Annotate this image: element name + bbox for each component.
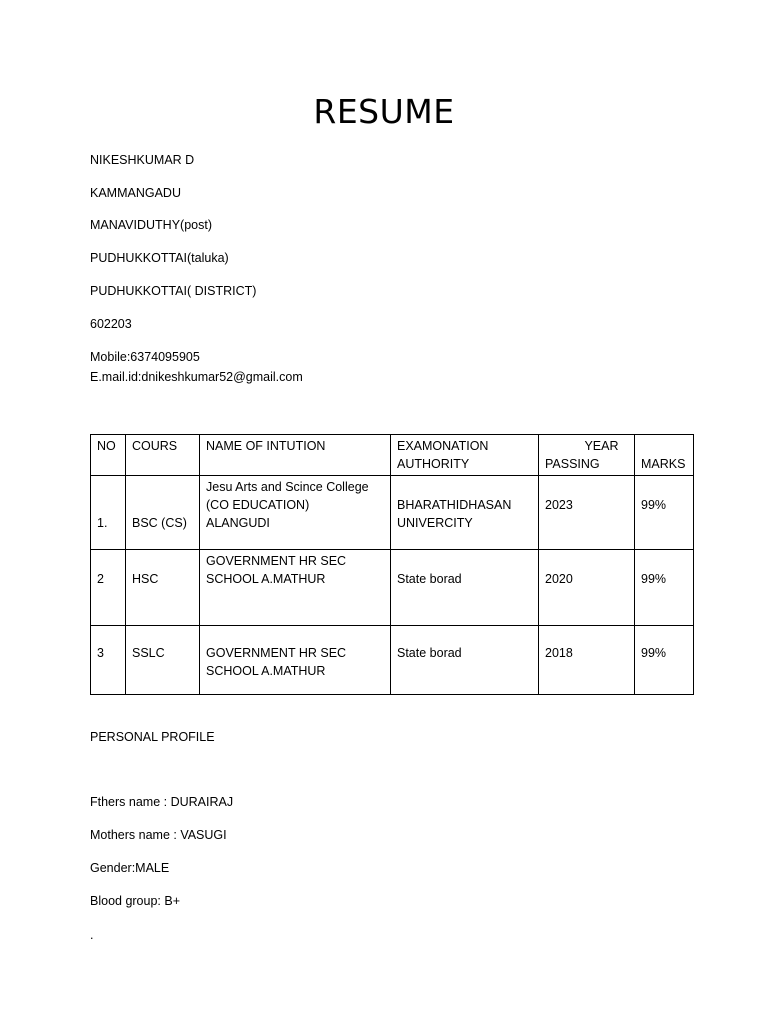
header-authority: [391, 435, 539, 476]
father-name-line: Fthers name : DURAIRAJ: [90, 795, 234, 809]
personal-profile-heading: PERSONAL PROFILE: [90, 730, 215, 744]
row2-course-text: HSC: [132, 572, 159, 586]
row1-marks-text: 99%: [641, 498, 667, 512]
row2-year-text: 2020: [545, 572, 573, 586]
address-line-4: PUDHUKKOTTAI( DISTRICT): [90, 284, 257, 298]
header-authority-line2: AUTHORITY: [397, 457, 470, 471]
row2-institution: [200, 550, 391, 626]
trailing-dot: .: [90, 928, 94, 942]
row2-no-text: 2: [97, 572, 104, 586]
row2-authority-text: State borad: [397, 572, 462, 586]
table-row: [91, 476, 694, 550]
row1-no-text: 1.: [97, 516, 108, 530]
row2-marks: [635, 550, 694, 626]
page-title: RESUME: [313, 92, 455, 131]
row2-course: [126, 550, 200, 626]
row1-authority-line2: UNIVERCITY: [397, 516, 473, 530]
gender-line: Gender:MALE: [90, 861, 170, 875]
row2-inst-line2: SCHOOL A.MATHUR: [206, 572, 326, 586]
row1-inst-line2: (CO EDUCATION): [206, 498, 310, 512]
row1-authority-line1: BHARATHIDHASAN: [397, 498, 512, 512]
row1-marks: [635, 476, 694, 550]
header-year-line2: PASSING: [545, 457, 600, 471]
row1-no: [91, 476, 126, 550]
header-authority-line1: EXAMONATION: [397, 439, 489, 453]
row3-institution: [200, 626, 391, 695]
row1-year: [539, 476, 635, 550]
header-year: [539, 435, 635, 476]
row1-inst-line3: ALANGUDI: [206, 516, 270, 530]
row3-year-text: 2018: [545, 646, 573, 660]
row2-marks-text: 99%: [641, 572, 667, 586]
row1-institution: [200, 476, 391, 550]
row3-authority-text: State borad: [397, 646, 462, 660]
row3-inst-line1: GOVERNMENT HR SEC: [206, 646, 347, 660]
education-table: [90, 434, 694, 695]
row2-year: [539, 550, 635, 626]
row2-authority: [391, 550, 539, 626]
row3-course: [126, 626, 200, 695]
row3-authority: [391, 626, 539, 695]
pincode-line: 602203: [90, 317, 132, 331]
row3-course-text: SSLC: [132, 646, 165, 660]
header-no: NO: [91, 435, 126, 476]
row2-inst-line1: GOVERNMENT HR SEC: [206, 554, 347, 568]
header-year-line1: YEAR: [584, 439, 619, 453]
row2-no: [91, 550, 126, 626]
row3-year: [539, 626, 635, 695]
address-line-2: MANAVIDUTHY(post): [90, 218, 213, 232]
header-institution: NAME OF INTUTION: [200, 435, 391, 476]
table-header-row: [91, 435, 694, 476]
row1-course-text: BSC (CS): [132, 516, 187, 530]
mother-name-line: Mothers name : VASUGI: [90, 828, 227, 842]
address-line-1: KAMMANGADU: [90, 186, 181, 200]
row3-marks-text: 99%: [641, 646, 667, 660]
email-line: E.mail.id:dnikeshkumar52@gmail.com: [90, 370, 303, 384]
row3-no-text: 3: [97, 646, 104, 660]
row1-inst-line1: Jesu Arts and Scince College: [206, 480, 369, 494]
row1-year-text: 2023: [545, 498, 573, 512]
table-row: [91, 550, 694, 626]
address-line-3: PUDHUKKOTTAI(taluka): [90, 251, 229, 265]
row1-course: [126, 476, 200, 550]
row3-no: [91, 626, 126, 695]
blood-group-line: Blood group: B+: [90, 894, 180, 908]
name-line: NIKESHKUMAR D: [90, 153, 195, 167]
header-marks: MARKS: [635, 435, 694, 476]
table-row: [91, 626, 694, 695]
row3-inst-line2: SCHOOL A.MATHUR: [206, 664, 326, 678]
mobile-line: Mobile:6374095905: [90, 350, 200, 364]
header-course: COURS: [126, 435, 200, 476]
row3-marks: [635, 626, 694, 695]
row1-authority: [391, 476, 539, 550]
